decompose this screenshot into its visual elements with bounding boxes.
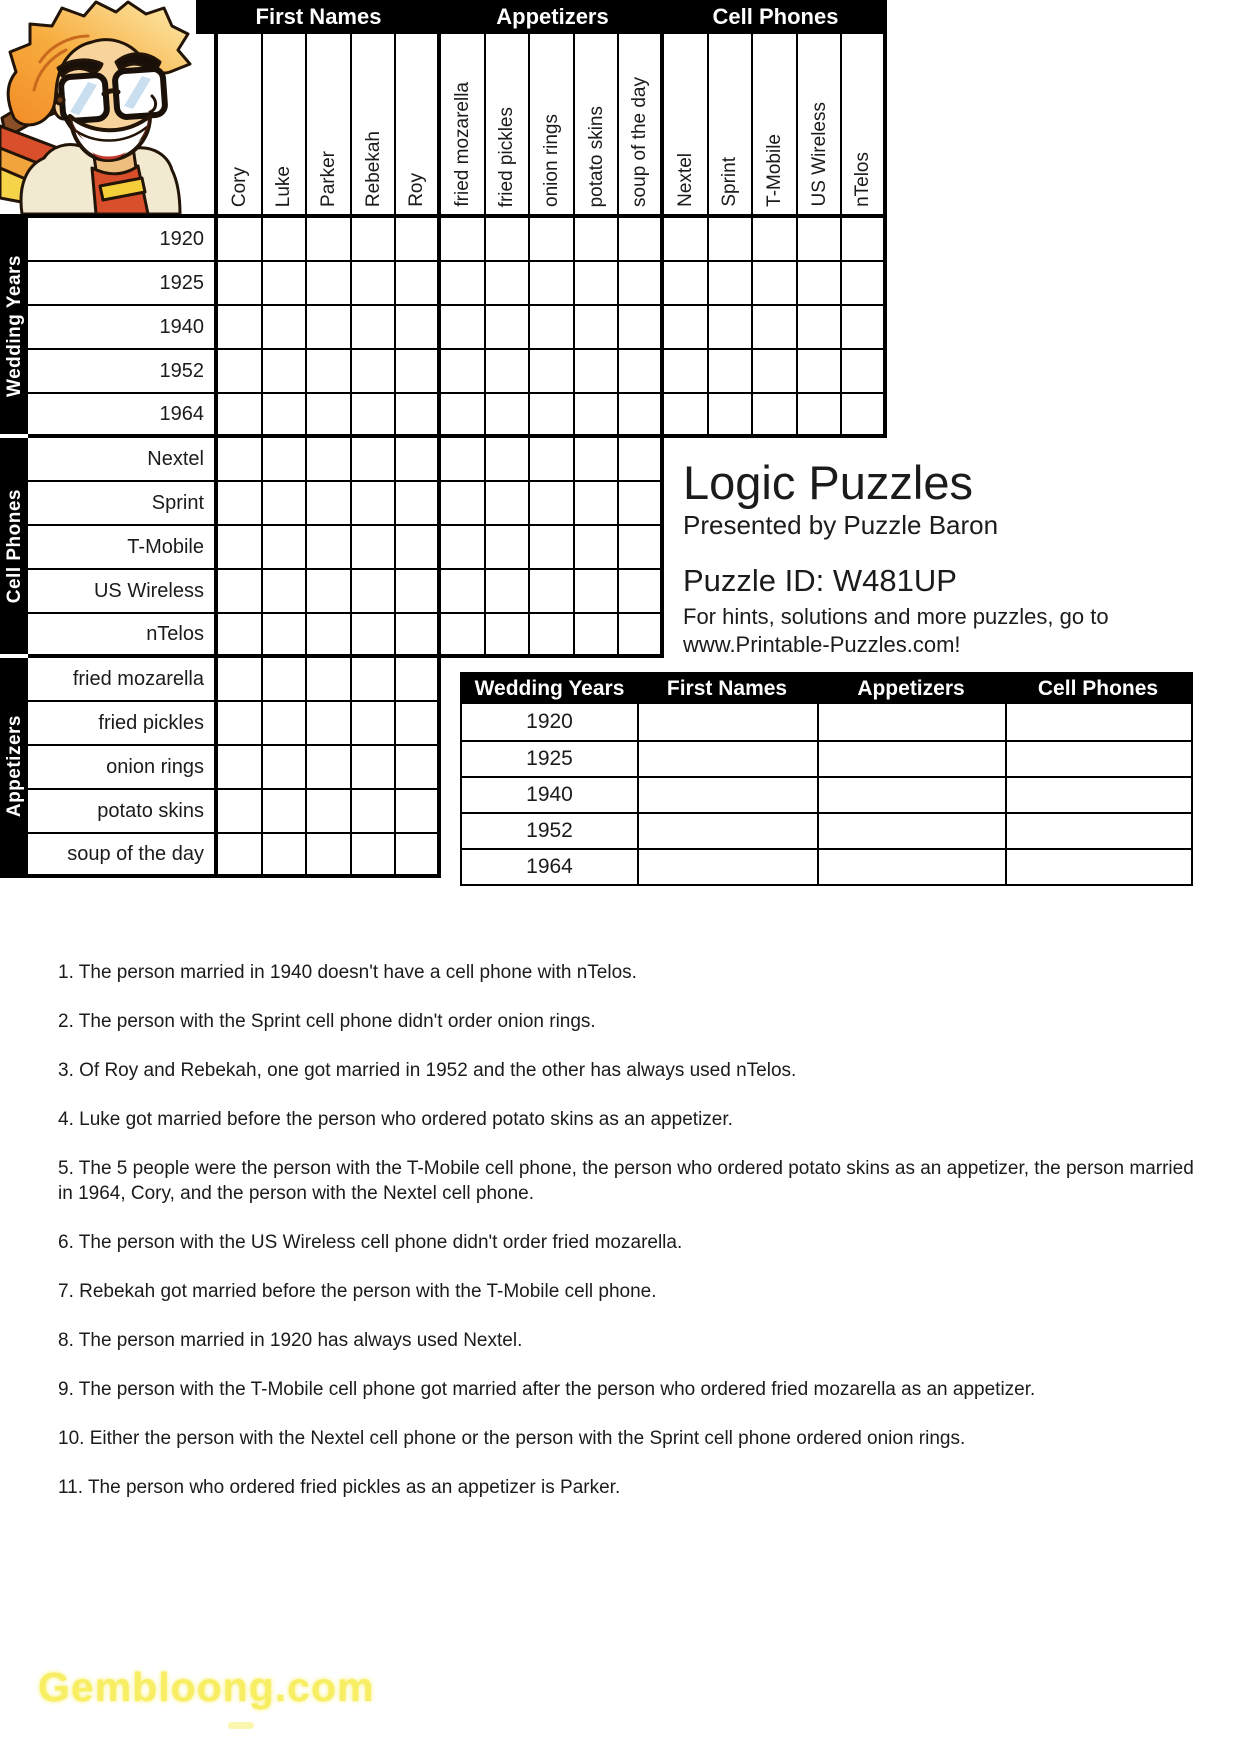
clue: 7. Rebekah got married before the person with the T-Mobile cell phone. — [58, 1281, 657, 1302]
grid-cell[interactable] — [709, 218, 754, 262]
grid-cell[interactable] — [441, 262, 486, 306]
grid-cell[interactable] — [396, 438, 441, 482]
grid-cell[interactable] — [664, 350, 709, 394]
grid-cell[interactable] — [709, 306, 754, 350]
answer-year-cell: 1920 — [462, 704, 637, 740]
column-label-cell — [307, 34, 352, 214]
column-label: Parker — [317, 151, 339, 207]
grid-cell[interactable] — [307, 526, 352, 570]
answer-blank-cell[interactable] — [637, 850, 817, 884]
grid-cell[interactable] — [307, 218, 352, 262]
column-label-cell — [352, 34, 397, 214]
grid-cell[interactable] — [396, 262, 441, 306]
clue: 11. The person who ordered fried pickles as an appetizer is Parker. — [58, 1477, 621, 1498]
grid-cell[interactable] — [798, 306, 843, 350]
grid-cell[interactable] — [263, 702, 308, 746]
answer-blank-cell[interactable] — [817, 814, 1005, 848]
grid-cell[interactable] — [307, 394, 352, 438]
row-label: fried mozarella — [28, 658, 218, 702]
grid-cell[interactable] — [664, 306, 709, 350]
clue: 6. The person with the US Wireless cell phone didn't order fried mozarella. — [58, 1232, 683, 1253]
grid-cell[interactable] — [530, 262, 575, 306]
grid-cell[interactable] — [530, 306, 575, 350]
grid-cell[interactable] — [664, 218, 709, 262]
grid-cell[interactable] — [441, 306, 486, 350]
grid-cell[interactable] — [396, 350, 441, 394]
answer-blank-cell[interactable] — [817, 704, 1005, 740]
column-label: Rebekah — [362, 130, 384, 207]
grid-cell[interactable] — [396, 526, 441, 570]
column-label: fried pickles — [496, 106, 518, 207]
grid-cell[interactable] — [352, 570, 397, 614]
row-group-label — [0, 658, 28, 878]
column-label: T-Mobile — [763, 134, 785, 207]
info-block — [683, 458, 1223, 659]
row-group-label-text: Wedding Years — [3, 254, 25, 397]
grid-cell[interactable] — [842, 218, 887, 262]
grid-cell[interactable] — [798, 350, 843, 394]
grid-cell[interactable] — [218, 218, 263, 262]
answer-year-cell: 1964 — [462, 850, 637, 884]
grid-cell[interactable] — [263, 218, 308, 262]
grid-cell[interactable] — [396, 790, 441, 834]
answer-blank-cell[interactable] — [637, 704, 817, 740]
row-group-label-text: Cell Phones — [3, 488, 25, 604]
grid-cell[interactable] — [263, 570, 308, 614]
grid-cell[interactable] — [753, 394, 798, 438]
column-label-cell — [396, 34, 441, 214]
grid-cell[interactable] — [575, 614, 620, 658]
grid-cell[interactable] — [486, 526, 531, 570]
grid-cell[interactable] — [396, 482, 441, 526]
grid-cell[interactable] — [307, 350, 352, 394]
column-label: soup of the day — [629, 77, 651, 207]
clue: 3. Of Roy and Rebekah, one got married in 1952 and the other has always used nTelos. — [58, 1060, 797, 1081]
grid-cell[interactable] — [664, 262, 709, 306]
row-label: Nextel — [28, 438, 218, 482]
grid-cell[interactable] — [619, 394, 664, 438]
grid-cell[interactable] — [530, 526, 575, 570]
clue: 9. The person with the T-Mobile cell phone got married after the person who ordered fried mozarella as an appetizer. — [58, 1379, 1036, 1400]
column-label-cell — [218, 34, 263, 214]
grid-cell[interactable] — [352, 394, 397, 438]
grid-cell[interactable] — [709, 350, 754, 394]
answer-table — [460, 672, 1193, 886]
grid-cell[interactable] — [352, 834, 397, 878]
grid-cell[interactable] — [218, 614, 263, 658]
grid-cell[interactable] — [218, 350, 263, 394]
answer-blank-cell[interactable] — [1005, 814, 1191, 848]
grid-cell[interactable] — [441, 482, 486, 526]
grid-cell[interactable] — [619, 350, 664, 394]
grid-cell[interactable] — [575, 262, 620, 306]
grid-cell[interactable] — [352, 482, 397, 526]
answer-column-header: First Names — [666, 677, 788, 700]
answer-row — [462, 704, 1191, 740]
column-label-cell — [798, 34, 843, 214]
grid-cell[interactable] — [619, 262, 664, 306]
grid-cell[interactable] — [530, 570, 575, 614]
clue-list — [58, 960, 1198, 1524]
grid-cell[interactable] — [753, 350, 798, 394]
row-label: nTelos — [28, 614, 218, 658]
grid-cell[interactable] — [396, 570, 441, 614]
grid-cell[interactable] — [352, 658, 397, 702]
row-label: T-Mobile — [28, 526, 218, 570]
row-label: Sprint — [28, 482, 218, 526]
answer-row — [462, 812, 1191, 848]
answer-row — [462, 776, 1191, 812]
grid-cell[interactable] — [263, 790, 308, 834]
puzzle-baron-mascot-icon — [0, 0, 196, 214]
grid-cell[interactable] — [798, 394, 843, 438]
row-label: soup of the day — [28, 834, 218, 878]
column-label: US Wireless — [808, 102, 830, 207]
answer-column-header: Appetizers — [857, 677, 965, 700]
clue: 4. Luke got married before the person who ordered potato skins as an appetizer. — [58, 1109, 733, 1130]
answer-table-body — [462, 704, 1191, 884]
grid-cell[interactable] — [619, 218, 664, 262]
grid-cell[interactable] — [218, 658, 263, 702]
grid-cell[interactable] — [352, 614, 397, 658]
column-label: fried mozarella — [451, 82, 473, 207]
grid-cell[interactable] — [798, 218, 843, 262]
grid-cell[interactable] — [396, 658, 441, 702]
grid-cell[interactable] — [441, 614, 486, 658]
grid-cell[interactable] — [218, 746, 263, 790]
row-label: 1925 — [28, 262, 218, 306]
column-label-cell — [709, 34, 754, 214]
column-labels-strip — [214, 34, 887, 218]
grid-cell[interactable] — [842, 394, 887, 438]
page-subtitle: Presented by Puzzle Baron — [683, 510, 999, 540]
grid-cell[interactable] — [307, 746, 352, 790]
grid-cell[interactable] — [263, 306, 308, 350]
grid-cell[interactable] — [709, 394, 754, 438]
column-label: Luke — [273, 165, 295, 207]
grid-cell[interactable] — [396, 702, 441, 746]
grid-cell[interactable] — [486, 394, 531, 438]
answer-year-cell: 1925 — [462, 742, 637, 776]
answer-blank-cell[interactable] — [1005, 704, 1191, 740]
grid-cell[interactable] — [307, 658, 352, 702]
column-group-title: Appetizers — [496, 4, 609, 29]
answer-blank-cell[interactable] — [637, 778, 817, 812]
watermark-smudge — [228, 1722, 254, 1729]
column-label-cell — [441, 34, 486, 214]
column-label-cell — [664, 34, 709, 214]
grid-cell[interactable] — [263, 614, 308, 658]
grid-cell[interactable] — [352, 526, 397, 570]
answer-blank-cell[interactable] — [637, 814, 817, 848]
row-label: 1920 — [28, 218, 218, 262]
grid-cell[interactable] — [307, 834, 352, 878]
grid-cell[interactable] — [664, 394, 709, 438]
grid-cell[interactable] — [352, 350, 397, 394]
grid-cell[interactable] — [798, 262, 843, 306]
grid-cell[interactable] — [486, 614, 531, 658]
answer-blank-cell[interactable] — [817, 778, 1005, 812]
answer-blank-cell[interactable] — [817, 742, 1005, 776]
column-group-header-bar — [196, 0, 887, 34]
grid-cell[interactable] — [530, 438, 575, 482]
grid-cell[interactable] — [307, 482, 352, 526]
grid-cell[interactable] — [218, 262, 263, 306]
grid-cell[interactable] — [486, 218, 531, 262]
column-label-cell — [263, 34, 308, 214]
grid-cell[interactable] — [619, 438, 664, 482]
row-label: potato skins — [28, 790, 218, 834]
answer-blank-cell[interactable] — [1005, 742, 1191, 776]
row-label: 1952 — [28, 350, 218, 394]
grid-cell[interactable] — [486, 262, 531, 306]
grid-cell[interactable] — [619, 570, 664, 614]
grid-cell[interactable] — [307, 306, 352, 350]
row-label: onion rings — [28, 746, 218, 790]
grid-cell[interactable] — [307, 570, 352, 614]
grid-cell[interactable] — [441, 526, 486, 570]
column-label: nTelos — [852, 152, 874, 207]
answer-blank-cell[interactable] — [1005, 850, 1191, 884]
mascot-box — [0, 0, 196, 214]
grid-cell[interactable] — [842, 262, 887, 306]
grid-cell[interactable] — [530, 350, 575, 394]
grid-cell[interactable] — [218, 790, 263, 834]
grid-cell[interactable] — [486, 482, 531, 526]
grid-cell[interactable] — [263, 438, 308, 482]
grid-cell[interactable] — [530, 482, 575, 526]
column-label-cell — [619, 34, 664, 214]
grid-cell[interactable] — [709, 262, 754, 306]
column-group-title: First Names — [255, 4, 382, 29]
grid-cell[interactable] — [352, 306, 397, 350]
column-label: Cory — [228, 166, 250, 207]
page-title: Logic Puzzles — [683, 456, 973, 509]
grid-cell[interactable] — [396, 218, 441, 262]
grid-cell[interactable] — [263, 834, 308, 878]
grid-cell[interactable] — [352, 438, 397, 482]
clue: 10. Either the person with the Nextel cell phone or the person with the Sprint cell phone ordered onion rings. — [58, 1428, 966, 1449]
website-url[interactable]: www.Printable-Puzzles.com! — [683, 632, 961, 657]
row-label: US Wireless — [28, 570, 218, 614]
grid-cell[interactable] — [263, 658, 308, 702]
grid-cell[interactable] — [530, 218, 575, 262]
grid-cell[interactable] — [263, 482, 308, 526]
grid-cell[interactable] — [619, 306, 664, 350]
grid-cell[interactable] — [218, 394, 263, 438]
column-label-cell — [486, 34, 531, 214]
grid-cell[interactable] — [575, 306, 620, 350]
row-group-label — [0, 218, 28, 438]
column-label-cell — [575, 34, 620, 214]
column-label: Nextel — [674, 153, 696, 207]
grid-cell[interactable] — [753, 306, 798, 350]
grid-cell[interactable] — [441, 438, 486, 482]
answer-table-header — [462, 674, 1191, 704]
grid-cell[interactable] — [218, 306, 263, 350]
grid-cell[interactable] — [218, 570, 263, 614]
answer-column-header: Wedding Years — [474, 677, 625, 700]
row-group — [0, 218, 887, 438]
grid-cell[interactable] — [307, 702, 352, 746]
grid-cell[interactable] — [218, 834, 263, 878]
clue: 5. The 5 people were the person with the T-Mobile cell phone, the person who ordered potato skins as an appetizer, the person married in 1964, Cory, and the person with the Nextel cell phone. — [58, 1158, 1194, 1204]
grid-cell[interactable] — [263, 394, 308, 438]
answer-column-header: Cell Phones — [1037, 677, 1159, 700]
grid-cell[interactable] — [441, 394, 486, 438]
grid-cell[interactable] — [352, 746, 397, 790]
row-label: fried pickles — [28, 702, 218, 746]
grid-cell[interactable] — [575, 526, 620, 570]
answer-row — [462, 848, 1191, 884]
grid-cell[interactable] — [352, 790, 397, 834]
grid-cell[interactable] — [842, 350, 887, 394]
column-label: Roy — [406, 173, 428, 207]
grid-cell[interactable] — [575, 218, 620, 262]
grid-cell[interactable] — [575, 394, 620, 438]
answer-blank-cell[interactable] — [817, 850, 1005, 884]
grid-cell[interactable] — [530, 614, 575, 658]
clue: 1. The person married in 1940 doesn't have a cell phone with nTelos. — [58, 962, 637, 983]
grid-cell[interactable] — [396, 394, 441, 438]
hint-text: For hints, solutions and more puzzles, go to — [683, 604, 1109, 629]
grid-cell[interactable] — [575, 570, 620, 614]
grid-cell[interactable] — [441, 350, 486, 394]
grid-cell[interactable] — [307, 262, 352, 306]
grid-cell[interactable] — [619, 526, 664, 570]
puzzle-id: Puzzle ID: W481UP — [683, 563, 957, 598]
grid-cell[interactable] — [396, 306, 441, 350]
grid-cell[interactable] — [842, 306, 887, 350]
answer-blank-cell[interactable] — [637, 742, 817, 776]
grid-cell[interactable] — [352, 218, 397, 262]
grid-cell[interactable] — [396, 746, 441, 790]
grid-cell[interactable] — [486, 570, 531, 614]
grid-cell[interactable] — [619, 482, 664, 526]
grid-cell[interactable] — [441, 570, 486, 614]
row-label: 1940 — [28, 306, 218, 350]
grid-cell[interactable] — [396, 834, 441, 878]
grid-cell[interactable] — [753, 262, 798, 306]
grid-cell[interactable] — [307, 614, 352, 658]
row-label: 1964 — [28, 394, 218, 438]
grid-cell[interactable] — [486, 438, 531, 482]
column-group-title: Cell Phones — [712, 4, 839, 29]
column-label-cell — [753, 34, 798, 214]
grid-cell[interactable] — [352, 262, 397, 306]
grid-cell[interactable] — [575, 482, 620, 526]
grid-cell[interactable] — [307, 790, 352, 834]
grid-cell[interactable] — [263, 526, 308, 570]
answer-row — [462, 740, 1191, 776]
grid-cell[interactable] — [352, 702, 397, 746]
column-label: onion rings — [540, 114, 562, 207]
row-group-label-text: Appetizers — [3, 714, 25, 818]
grid-cell[interactable] — [486, 306, 531, 350]
column-label-cell — [530, 34, 575, 214]
clue: 2. The person with the Sprint cell phone didn't order onion rings. — [58, 1011, 596, 1032]
grid-cell[interactable] — [263, 262, 308, 306]
answer-year-cell: 1940 — [462, 778, 637, 812]
grid-cell[interactable] — [263, 350, 308, 394]
answer-year-cell: 1952 — [462, 814, 637, 848]
grid-cell[interactable] — [619, 614, 664, 658]
answer-blank-cell[interactable] — [1005, 778, 1191, 812]
grid-cell[interactable] — [575, 438, 620, 482]
grid-cell[interactable] — [753, 218, 798, 262]
grid-cell[interactable] — [218, 438, 263, 482]
grid-cell[interactable] — [263, 746, 308, 790]
column-label: potato skins — [585, 105, 607, 207]
grid-cell[interactable] — [441, 218, 486, 262]
grid-cell[interactable] — [486, 350, 531, 394]
watermark: Gembloong.com — [38, 1664, 375, 1710]
row-group-label — [0, 438, 28, 658]
grid-cell[interactable] — [218, 482, 263, 526]
grid-cell[interactable] — [530, 394, 575, 438]
grid-cell[interactable] — [396, 614, 441, 658]
column-label-cell — [842, 34, 887, 214]
grid-cell[interactable] — [218, 702, 263, 746]
grid-cell[interactable] — [575, 350, 620, 394]
column-label: Sprint — [719, 157, 741, 207]
clue: 8. The person married in 1920 has always used Nextel. — [58, 1330, 523, 1351]
grid-cell[interactable] — [218, 526, 263, 570]
grid-cell[interactable] — [307, 438, 352, 482]
